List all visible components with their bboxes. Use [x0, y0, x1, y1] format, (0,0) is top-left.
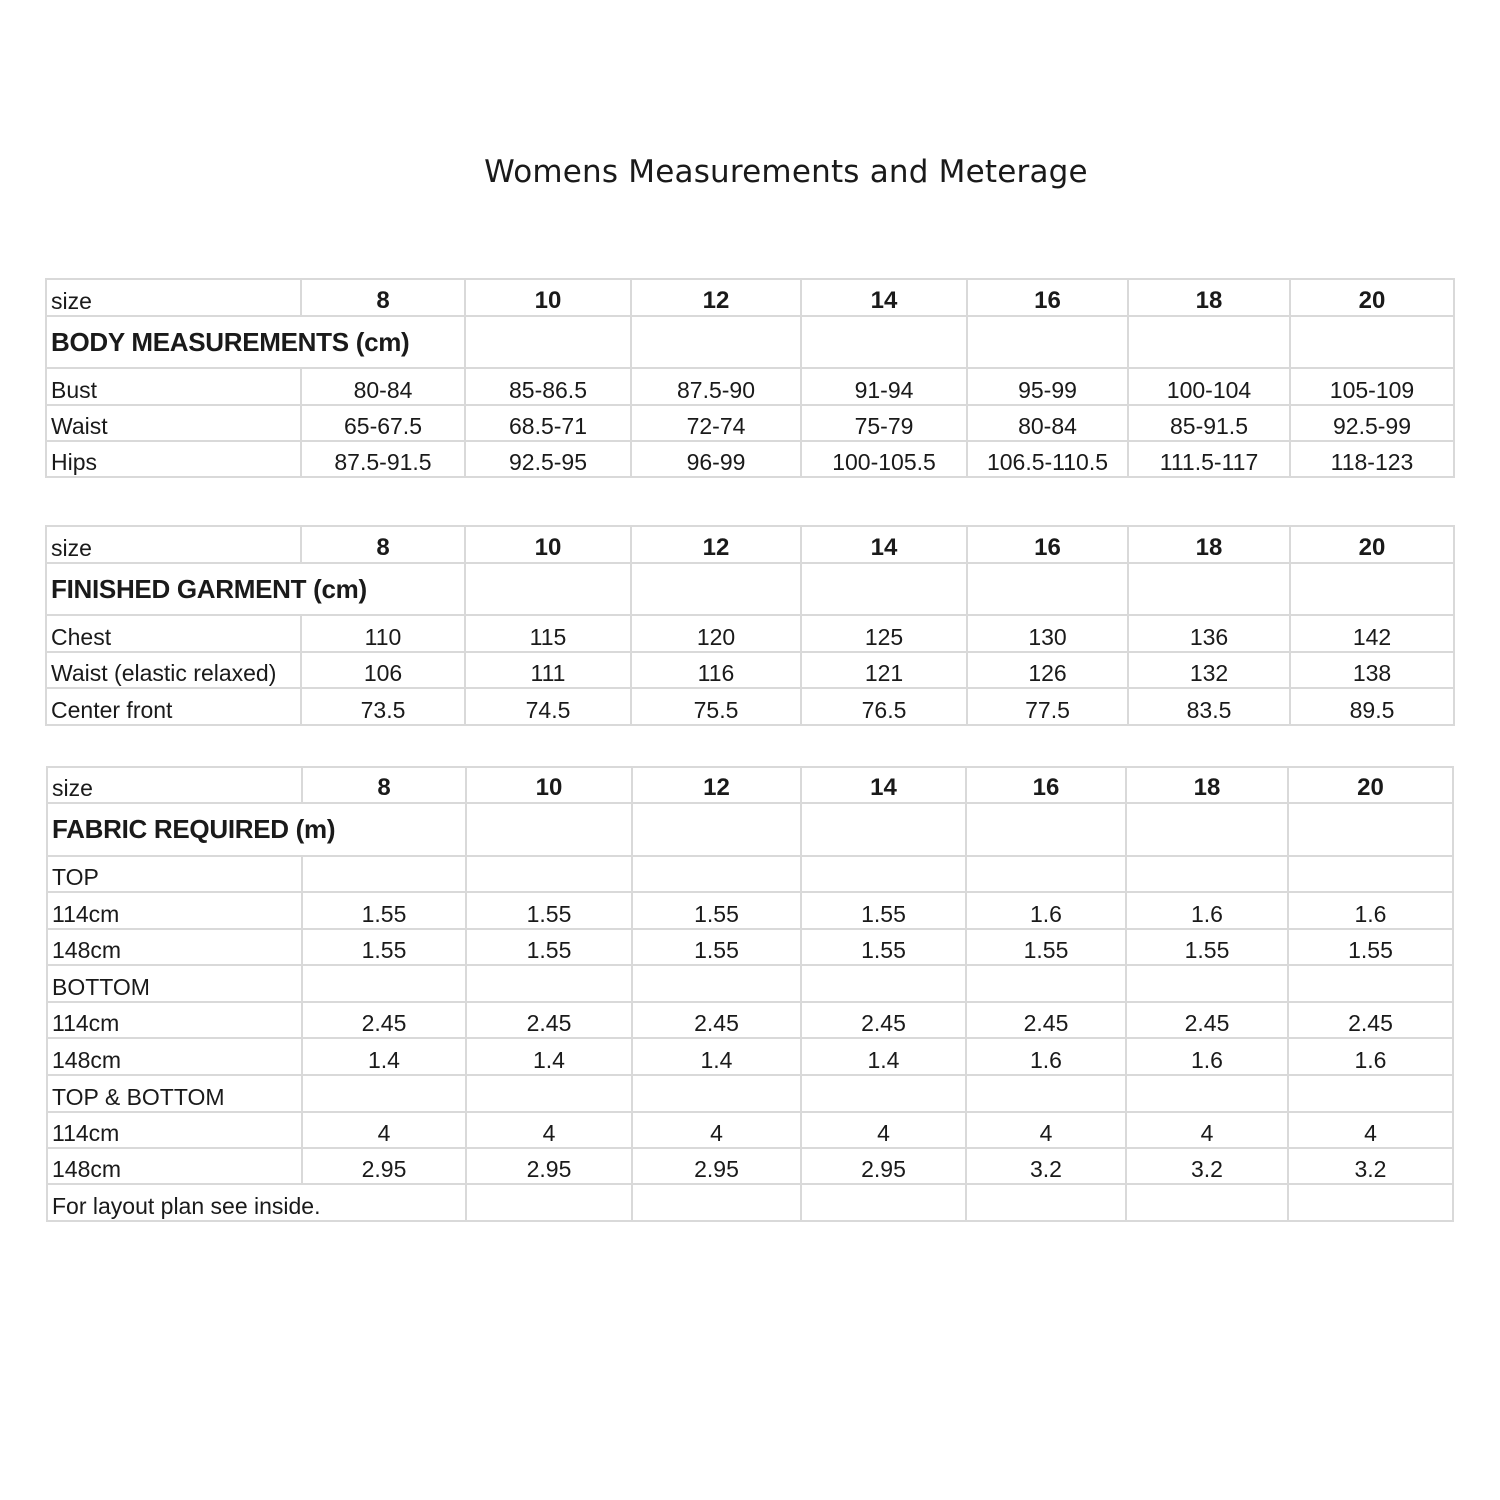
value-cell: 132 [1128, 652, 1290, 688]
value-cell: 92.5-95 [465, 441, 631, 477]
size-header: 10 [465, 279, 631, 316]
section-heading: BODY MEASUREMENTS (cm) [46, 316, 465, 368]
group-label: TOP & BOTTOM [47, 1075, 302, 1112]
size-header-row [46, 279, 1454, 316]
size-header: 12 [631, 526, 801, 563]
empty-cell [1126, 803, 1288, 856]
value-cell: 73.5 [301, 688, 465, 725]
value-cell: 1.55 [966, 929, 1126, 965]
size-header-row [47, 767, 1453, 803]
value-cell: 68.5-71 [465, 405, 631, 441]
group-row [47, 856, 1453, 892]
size-header: 20 [1288, 767, 1453, 803]
value-cell: 1.55 [801, 892, 966, 929]
value-cell: 1.55 [302, 892, 466, 929]
table-row [46, 652, 1454, 688]
finished-garment-table [45, 525, 1455, 726]
value-cell: 1.4 [801, 1038, 966, 1075]
value-cell: 72-74 [631, 405, 801, 441]
table-row [47, 929, 1453, 965]
value-cell: 77.5 [967, 688, 1128, 725]
section-heading-row [46, 316, 1454, 368]
empty-cell [1128, 316, 1290, 368]
value-cell: 87.5-90 [631, 368, 801, 405]
size-header: 12 [632, 767, 801, 803]
value-cell: 2.45 [801, 1002, 966, 1038]
table-row [47, 1002, 1453, 1038]
value-cell: 105-109 [1290, 368, 1454, 405]
empty-cell [1290, 563, 1454, 615]
size-header: 8 [302, 767, 466, 803]
value-cell: 2.45 [466, 1002, 632, 1038]
table-row [47, 1148, 1453, 1184]
size-header: 8 [301, 526, 465, 563]
size-header: 18 [1126, 767, 1288, 803]
table-row [46, 688, 1454, 725]
value-cell: 74.5 [465, 688, 631, 725]
empty-cell [631, 316, 801, 368]
value-cell: 110 [301, 615, 465, 652]
size-header: 18 [1128, 526, 1290, 563]
group-row [47, 1075, 1453, 1112]
empty-cell [1128, 563, 1290, 615]
size-header: 20 [1290, 279, 1454, 316]
size-header: 14 [801, 767, 966, 803]
value-cell: 100-104 [1128, 368, 1290, 405]
size-header: 16 [967, 526, 1128, 563]
value-cell: 96-99 [631, 441, 801, 477]
value-cell: 91-94 [801, 368, 967, 405]
value-cell: 1.4 [632, 1038, 801, 1075]
value-cell: 1.55 [302, 929, 466, 965]
value-cell: 4 [801, 1112, 966, 1148]
empty-cell [801, 563, 967, 615]
row-label: 148cm [47, 1148, 302, 1184]
value-cell: 95-99 [967, 368, 1128, 405]
value-cell: 83.5 [1128, 688, 1290, 725]
value-cell: 2.45 [966, 1002, 1126, 1038]
page-title: Womens Measurements and Meterage [484, 154, 1088, 190]
value-cell: 130 [967, 615, 1128, 652]
empty-cell [1290, 316, 1454, 368]
row-label: Waist [46, 405, 301, 441]
group-row [47, 965, 1453, 1002]
empty-cell [465, 316, 631, 368]
value-cell: 1.6 [1126, 892, 1288, 929]
size-header: 14 [801, 526, 967, 563]
size-header: 8 [301, 279, 465, 316]
value-cell: 1.6 [1288, 892, 1453, 929]
value-cell: 2.45 [632, 1002, 801, 1038]
value-cell: 4 [1126, 1112, 1288, 1148]
value-cell: 4 [1288, 1112, 1453, 1148]
row-label: 148cm [47, 1038, 302, 1075]
size-header: 16 [967, 279, 1128, 316]
value-cell: 121 [801, 652, 967, 688]
row-label: 114cm [47, 892, 302, 929]
empty-cell [466, 803, 632, 856]
table-row [47, 892, 1453, 929]
value-cell: 2.95 [632, 1148, 801, 1184]
section-heading-row [46, 563, 1454, 615]
value-cell: 3.2 [1288, 1148, 1453, 1184]
value-cell: 2.95 [302, 1148, 466, 1184]
value-cell: 142 [1290, 615, 1454, 652]
value-cell: 2.45 [1288, 1002, 1453, 1038]
value-cell: 80-84 [301, 368, 465, 405]
empty-cell [966, 803, 1126, 856]
empty-cell [967, 563, 1128, 615]
value-cell: 1.4 [466, 1038, 632, 1075]
empty-cell [801, 803, 966, 856]
table-row [46, 441, 1454, 477]
value-cell: 136 [1128, 615, 1290, 652]
size-header: 20 [1290, 526, 1454, 563]
table-row [47, 1038, 1453, 1075]
size-header: 10 [465, 526, 631, 563]
value-cell: 1.6 [1126, 1038, 1288, 1075]
value-cell: 2.45 [302, 1002, 466, 1038]
value-cell: 118-123 [1290, 441, 1454, 477]
value-cell: 4 [632, 1112, 801, 1148]
size-header: 14 [801, 279, 967, 316]
row-label: Hips [46, 441, 301, 477]
empty-cell [632, 803, 801, 856]
empty-cell [631, 563, 801, 615]
value-cell: 4 [302, 1112, 466, 1148]
value-cell: 106.5-110.5 [967, 441, 1128, 477]
value-cell: 106 [301, 652, 465, 688]
value-cell: 65-67.5 [301, 405, 465, 441]
size-header: 10 [466, 767, 632, 803]
value-cell: 1.55 [1288, 929, 1453, 965]
value-cell: 92.5-99 [1290, 405, 1454, 441]
value-cell: 75.5 [631, 688, 801, 725]
value-cell: 1.4 [302, 1038, 466, 1075]
row-label: 114cm [47, 1112, 302, 1148]
group-label: BOTTOM [47, 965, 302, 1002]
value-cell: 1.6 [966, 892, 1126, 929]
table-row [46, 368, 1454, 405]
size-label: size [46, 279, 301, 316]
row-label: Waist (elastic relaxed) [46, 652, 301, 688]
value-cell: 1.55 [466, 929, 632, 965]
value-cell: 85-91.5 [1128, 405, 1290, 441]
footnote: For layout plan see inside. [47, 1184, 466, 1221]
table-row [46, 405, 1454, 441]
value-cell: 120 [631, 615, 801, 652]
value-cell: 2.45 [1126, 1002, 1288, 1038]
value-cell: 111 [465, 652, 631, 688]
body-measurements-table [45, 278, 1455, 478]
row-label: Chest [46, 615, 301, 652]
size-header-row [46, 526, 1454, 563]
footnote-row [47, 1184, 1453, 1221]
empty-cell [465, 563, 631, 615]
size-header: 16 [966, 767, 1126, 803]
value-cell: 1.6 [966, 1038, 1126, 1075]
size-header: 12 [631, 279, 801, 316]
value-cell: 87.5-91.5 [301, 441, 465, 477]
value-cell: 1.55 [466, 892, 632, 929]
value-cell: 126 [967, 652, 1128, 688]
value-cell: 111.5-117 [1128, 441, 1290, 477]
value-cell: 89.5 [1290, 688, 1454, 725]
value-cell: 138 [1290, 652, 1454, 688]
value-cell: 1.55 [632, 929, 801, 965]
value-cell: 1.55 [1126, 929, 1288, 965]
group-label: TOP [47, 856, 302, 892]
row-label: 114cm [47, 1002, 302, 1038]
section-heading: FINISHED GARMENT (cm) [46, 563, 465, 615]
row-label: 148cm [47, 929, 302, 965]
section-heading: FABRIC REQUIRED (m) [47, 803, 466, 856]
value-cell: 4 [466, 1112, 632, 1148]
value-cell: 1.55 [632, 892, 801, 929]
table-row [46, 615, 1454, 652]
row-label: Bust [46, 368, 301, 405]
value-cell: 115 [465, 615, 631, 652]
section-heading-row [47, 803, 1453, 856]
value-cell: 2.95 [466, 1148, 632, 1184]
empty-cell [1288, 803, 1453, 856]
value-cell: 4 [966, 1112, 1126, 1148]
value-cell: 2.95 [801, 1148, 966, 1184]
size-header: 18 [1128, 279, 1290, 316]
value-cell: 80-84 [967, 405, 1128, 441]
value-cell: 1.55 [801, 929, 966, 965]
table-row [47, 1112, 1453, 1148]
fabric-required-table [46, 766, 1454, 1222]
value-cell: 3.2 [966, 1148, 1126, 1184]
size-label: size [46, 526, 301, 563]
value-cell: 75-79 [801, 405, 967, 441]
empty-cell [801, 316, 967, 368]
row-label: Center front [46, 688, 301, 725]
value-cell: 85-86.5 [465, 368, 631, 405]
value-cell: 125 [801, 615, 967, 652]
size-label: size [47, 767, 302, 803]
value-cell: 1.6 [1288, 1038, 1453, 1075]
value-cell: 116 [631, 652, 801, 688]
value-cell: 3.2 [1126, 1148, 1288, 1184]
empty-cell [967, 316, 1128, 368]
value-cell: 100-105.5 [801, 441, 967, 477]
value-cell: 76.5 [801, 688, 967, 725]
